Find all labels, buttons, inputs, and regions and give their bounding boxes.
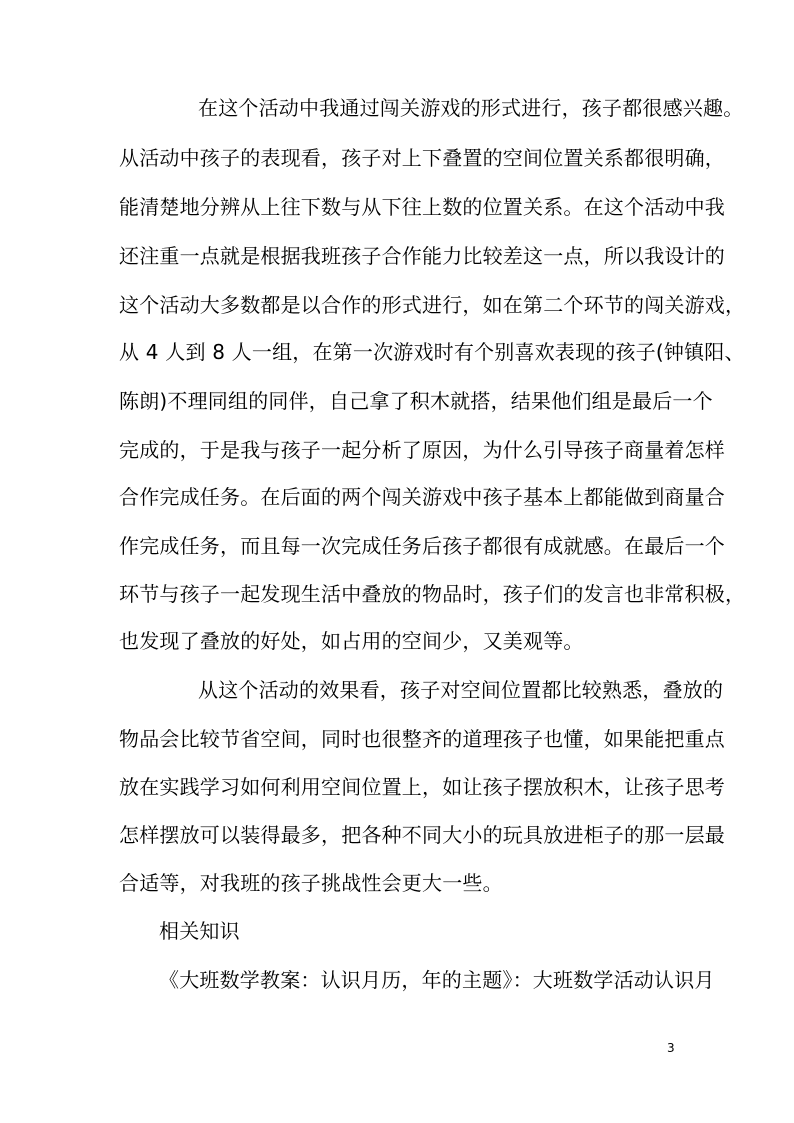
paragraph-1-line: 还注重一点就是根据我班孩子合作能力比较差这一点，所以我设计的: [119, 244, 725, 268]
paragraph-1-line: 能清楚地分辨从上往下数与从下往上数的位置关系。在这个活动中我: [119, 195, 725, 219]
paragraph-1-line: 从 4 人到 8 人一组，在第一次游戏时有个别喜欢表现的孩子(钟镇阳、: [119, 340, 745, 364]
paragraph-1-line: 环节与孩子一起发现生活中叠放的物品时，孩子们的发言也非常积极，: [119, 582, 746, 606]
paragraph-2-line: 放在实践学习如何利用空间位置上，如让孩子摆放积木，让孩子思考: [119, 775, 725, 799]
paragraph-1-line: 也发现了叠放的好处，如占用的空间少，又美观等。: [119, 629, 584, 653]
paragraph-1-line: 作完成任务，而且每一次完成任务后孩子都很有成就感。在最后一个: [119, 534, 725, 558]
related-article-link: 《大班数学教案：认识月历，年的主题》：大班数学活动认识月: [159, 968, 715, 992]
paragraph-1-line: 陈朗)不理同组的同伴，自己拿了积木就搭，结果他们组是最后一个: [119, 389, 713, 413]
page-number: 3: [667, 1041, 675, 1055]
paragraph-1-line: 这个活动大多数都是以合作的形式进行，如在第二个环节的闯关游戏，: [119, 293, 746, 317]
paragraph-1-line: 合作完成任务。在后面的两个闯关游戏中孩子基本上都能做到商量合: [119, 485, 725, 509]
related-heading: 相关知识: [159, 919, 240, 943]
paragraph-1-line: 在这个活动中我通过闯关游戏的形式进行，孩子都很感兴趣。: [198, 96, 744, 120]
paragraph-2-line: 从这个活动的效果看，孩子对空间位置都比较熟悉，叠放的: [198, 678, 724, 702]
paragraph-2-line: 合适等，对我班的孩子挑战性会更大一些。: [119, 871, 503, 895]
paragraph-1-line: 从活动中孩子的表现看，孩子对上下叠置的空间位置关系都很明确，: [119, 146, 725, 170]
paragraph-1-line: 完成的，于是我与孩子一起分析了原因，为什么引导孩子商量着怎样: [119, 438, 725, 462]
paragraph-2-line: 物品会比较节省空间，同时也很整齐的道理孩子也懂，如果能把重点: [119, 727, 725, 751]
paragraph-2-line: 怎样摆放可以装得最多，把各种不同大小的玩具放进柜子的那一层最: [119, 823, 725, 847]
